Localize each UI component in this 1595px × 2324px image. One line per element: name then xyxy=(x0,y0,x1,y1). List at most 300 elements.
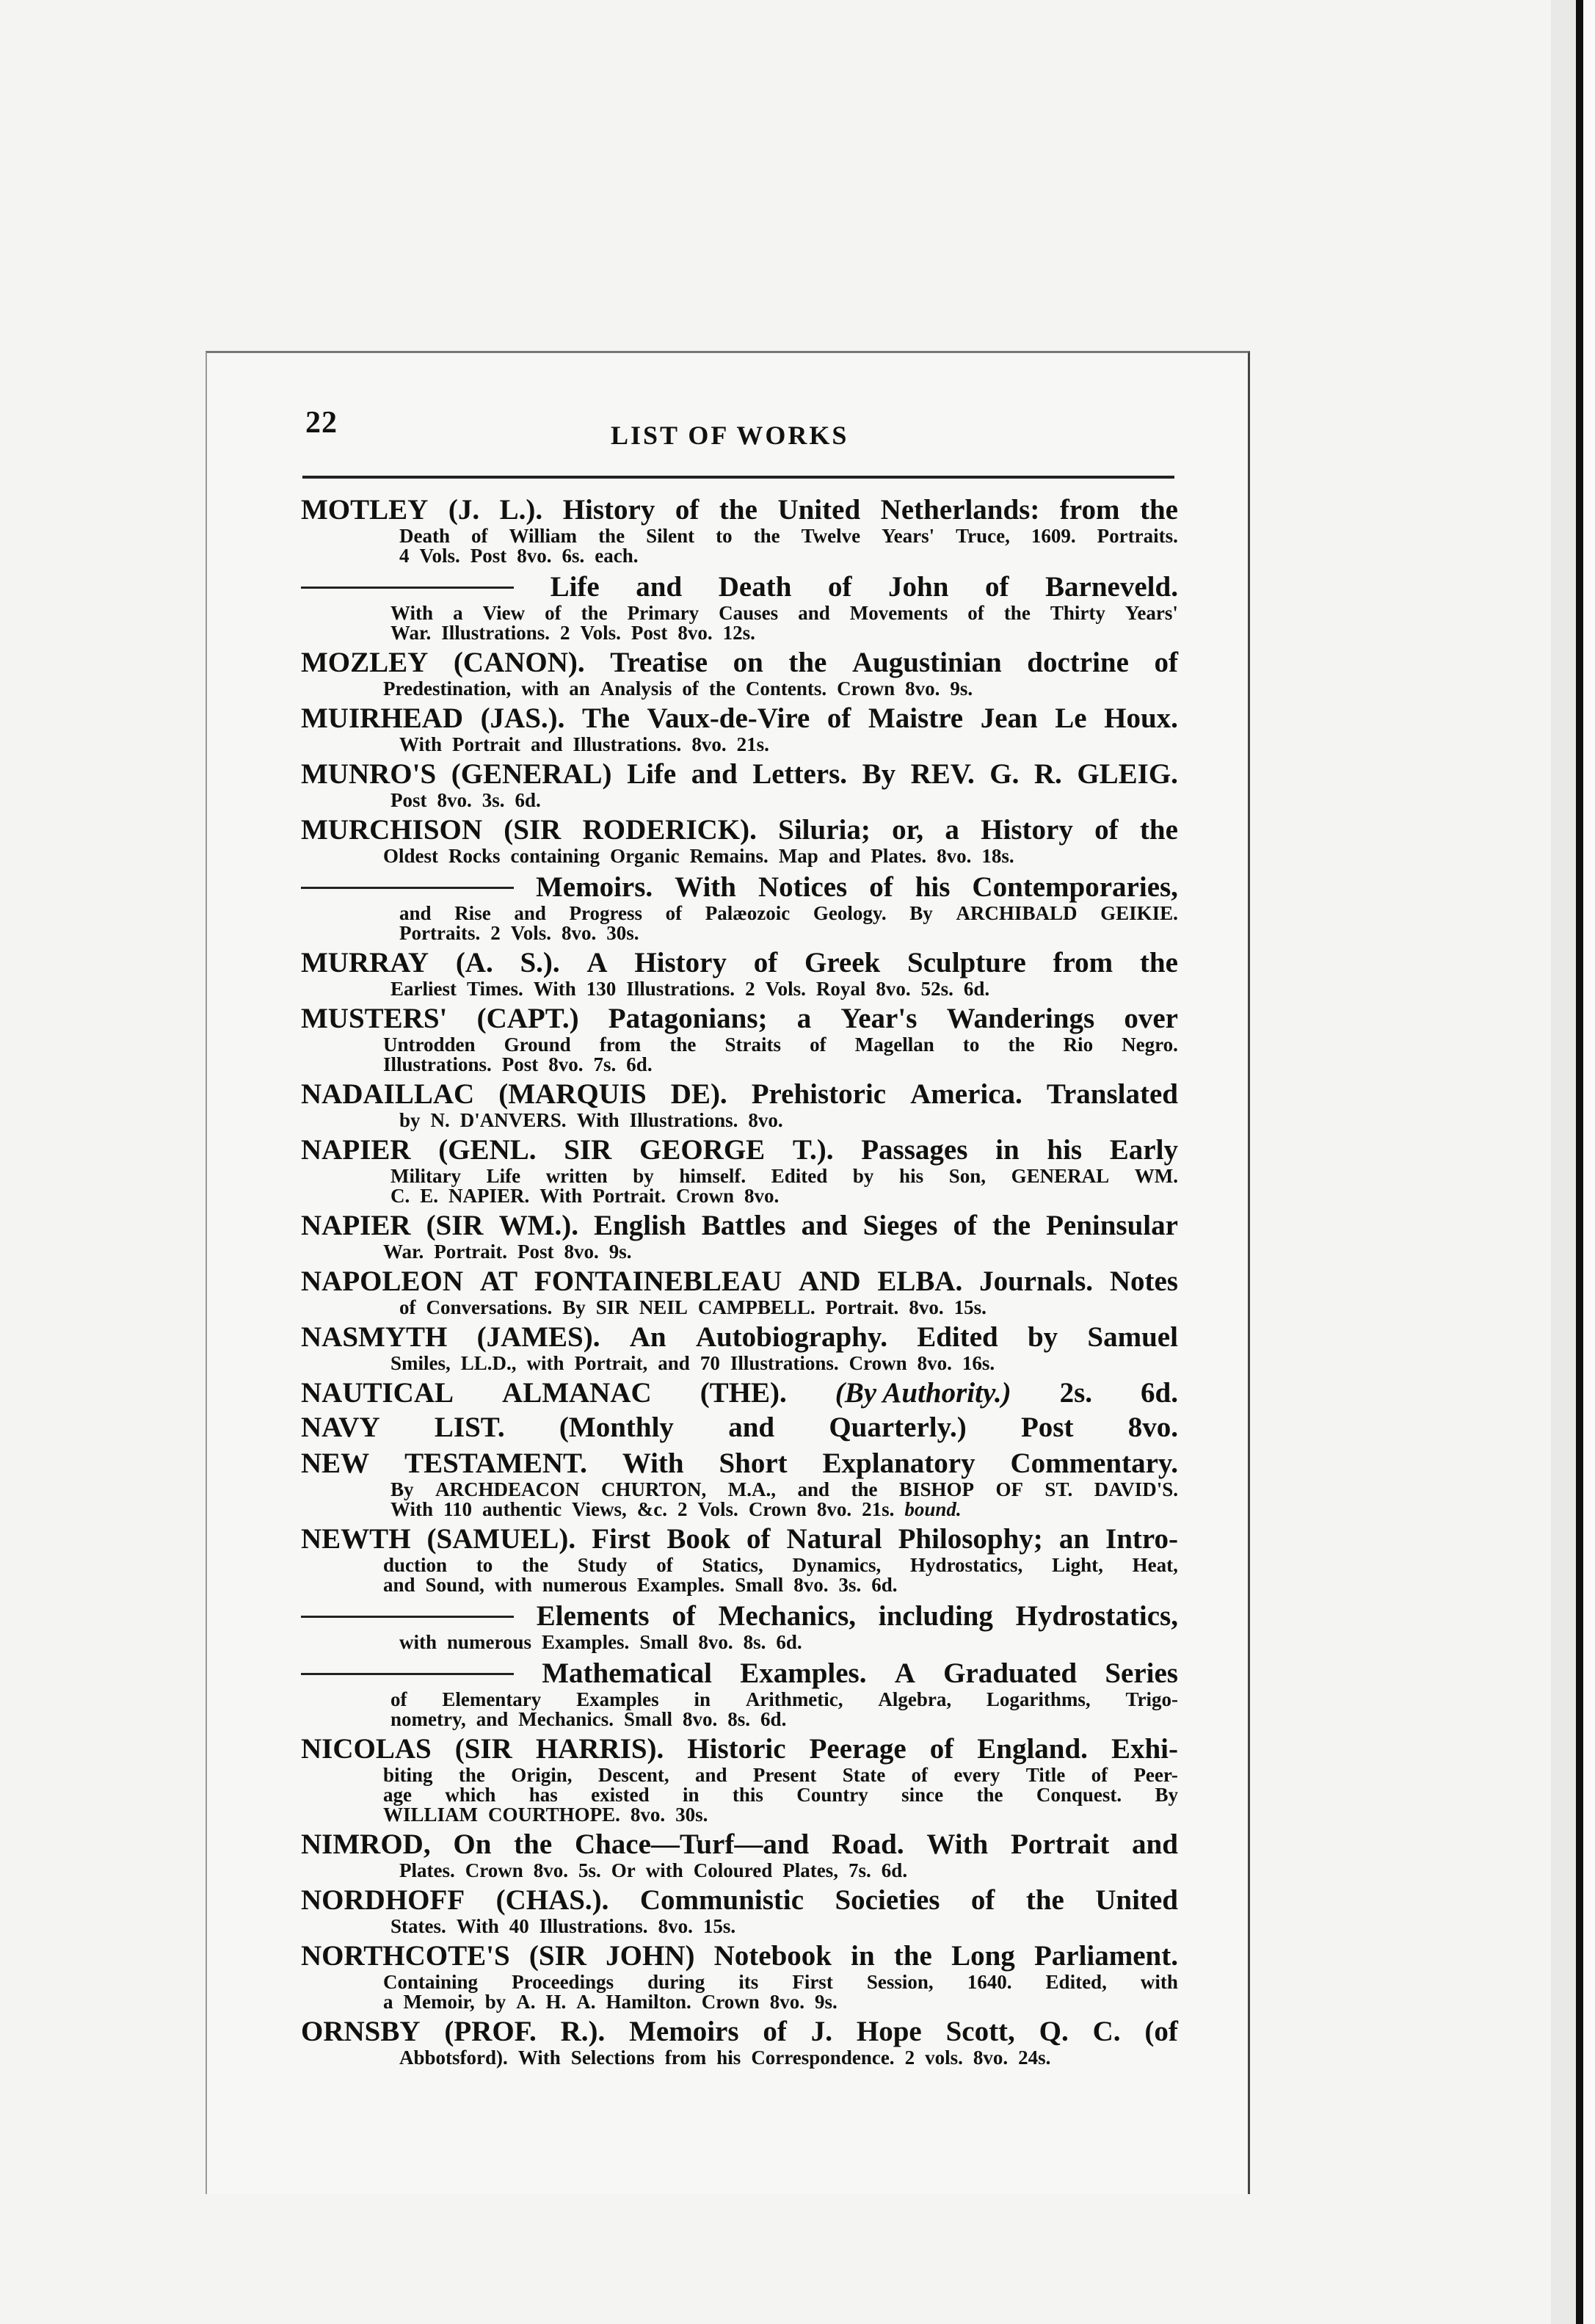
entry-detail-line xyxy=(301,904,1178,923)
heading-word: Philosophy; xyxy=(898,1523,1043,1555)
heading-word: ELBA. xyxy=(877,1266,963,1297)
entry-detail-line xyxy=(301,923,1178,943)
heading-word: Houx. xyxy=(1104,702,1178,734)
detail-word: Plates, xyxy=(782,1859,839,1881)
detail-word: Small xyxy=(735,1574,784,1596)
heading-word: Portrait xyxy=(1011,1829,1110,1860)
heading-word: With xyxy=(622,1448,684,1479)
detail-word: Vols. xyxy=(697,1498,738,1520)
detail-word: With xyxy=(539,1185,583,1207)
entry-detail-line xyxy=(301,1354,1178,1373)
heading-word: (GENERAL) xyxy=(451,758,612,790)
detail-word: the xyxy=(1008,1034,1035,1056)
heading-word: NAVY xyxy=(301,1412,380,1443)
detail-word: 9s. xyxy=(950,678,973,700)
entry-detail-line xyxy=(301,1166,1178,1186)
heading-word: of xyxy=(675,494,700,526)
entry-detail-line xyxy=(301,1972,1178,1992)
heading-word: Edited xyxy=(917,1321,998,1353)
heading-word: With xyxy=(675,871,736,903)
detail-word: 8vo. xyxy=(561,922,597,944)
detail-word: 18s. xyxy=(981,845,1014,867)
heading-word: (SAMUEL). xyxy=(426,1523,576,1555)
detail-word: 130 xyxy=(586,978,617,1000)
heading-word: (SIR xyxy=(426,1210,484,1241)
detail-word: Crown xyxy=(676,1185,735,1207)
heading-word: Le xyxy=(1055,702,1087,734)
heading-word: the xyxy=(1139,947,1178,978)
detail-word: Present xyxy=(752,1764,817,1786)
detail-word: Peer- xyxy=(1133,1764,1178,1786)
detail-word: this xyxy=(732,1784,763,1806)
entry-detail-line xyxy=(301,1575,1178,1595)
catalogue-entry xyxy=(301,2015,1178,2068)
entry-detail-line xyxy=(301,1785,1178,1805)
detail-word: of xyxy=(545,602,562,624)
heading-word: Exhi- xyxy=(1111,1733,1178,1765)
detail-word: 2 xyxy=(745,978,755,1000)
detail-word: Trigo- xyxy=(1125,1688,1178,1710)
entry-detail-line xyxy=(301,735,1178,755)
detail-word: and xyxy=(798,602,830,624)
heading-word: Passages xyxy=(861,1134,968,1166)
detail-word: H. xyxy=(545,1991,567,2013)
detail-word: Map xyxy=(778,845,818,867)
detail-word: and xyxy=(514,902,546,924)
entry-detail-line xyxy=(301,1690,1178,1710)
heading-word: of xyxy=(869,871,893,903)
entry-heading xyxy=(301,2015,1178,2048)
entry-heading xyxy=(301,1133,1178,1166)
heading-word: (JAS.). xyxy=(480,702,565,734)
entry-heading xyxy=(301,871,1178,904)
entry-heading xyxy=(301,1828,1178,1861)
heading-word: Battles xyxy=(701,1210,786,1241)
heading-word: Sieges xyxy=(862,1210,938,1241)
heading-word: Year's xyxy=(840,1003,918,1034)
page-number: 22 xyxy=(305,406,338,440)
catalogue-entry xyxy=(301,1884,1178,1936)
heading-word: Road. xyxy=(832,1829,904,1860)
detail-word: during xyxy=(647,1971,705,1993)
detail-word: the xyxy=(1003,602,1031,624)
entry-detail-line xyxy=(301,791,1178,810)
heading-word: Letters. xyxy=(752,758,848,790)
detail-word: Correspondence. xyxy=(751,2047,895,2069)
detail-word: Thirty xyxy=(1050,602,1105,624)
heading-word: GEORGE xyxy=(639,1134,766,1166)
detail-word: Crown xyxy=(465,1859,523,1881)
heading-word: Peninsular xyxy=(1046,1210,1178,1241)
detail-word: SIR xyxy=(595,1296,629,1318)
detail-word: authentic xyxy=(482,1498,562,1520)
heading-word: (Monthly xyxy=(559,1412,674,1443)
detail-word: C. xyxy=(390,1185,410,1207)
detail-word: Hydrostatics, xyxy=(910,1554,1023,1576)
detail-word: Illustrations. xyxy=(626,978,735,1000)
heading-word: Contemporaries, xyxy=(972,871,1178,903)
heading-word: Journals. xyxy=(979,1266,1094,1297)
entry-detail-line xyxy=(301,1186,1178,1206)
detail-word: 30s. xyxy=(606,922,639,944)
entry-detail-line xyxy=(301,1111,1178,1130)
detail-word: 8vo. xyxy=(816,1498,852,1520)
entry-heading xyxy=(301,1265,1178,1298)
detail-word: numerous xyxy=(542,1574,627,1596)
detail-word: 8vo. xyxy=(564,1241,599,1263)
detail-word: 8vo. xyxy=(748,1109,783,1131)
heading-word: Book xyxy=(666,1523,731,1555)
detail-word: Magellan xyxy=(854,1034,934,1056)
heading-word: of xyxy=(1094,814,1119,846)
heading-word: the xyxy=(1139,494,1178,526)
detail-word: WILLIAM xyxy=(383,1804,479,1826)
heading-word: With xyxy=(926,1829,989,1860)
detail-word: 8vo. xyxy=(533,1859,568,1881)
detail-word: 21s. xyxy=(862,1498,895,1520)
heading-word: Memoirs xyxy=(629,2016,739,2047)
detail-word: Country xyxy=(796,1784,868,1806)
detail-word: Portraits. xyxy=(399,922,481,944)
heading-word: Elements xyxy=(536,1600,650,1632)
detail-word: 2 xyxy=(560,622,570,644)
detail-word: Descent, xyxy=(597,1764,669,1786)
catalogue-entry xyxy=(301,1939,1178,2012)
heading-word: JOHN) xyxy=(606,1940,695,1972)
heading-word: of xyxy=(753,947,778,978)
entry-detail-line xyxy=(301,979,1178,999)
heading-word: England. xyxy=(977,1733,1088,1765)
heading-word: of xyxy=(1154,647,1178,678)
detail-word: William xyxy=(509,525,578,547)
detail-word: 2 xyxy=(677,1498,688,1520)
detail-word: Origin, xyxy=(511,1764,573,1786)
heading-word: R. xyxy=(1033,758,1062,790)
detail-word: written xyxy=(545,1165,608,1187)
heading-word: (J. xyxy=(448,494,480,526)
detail-word: and xyxy=(383,1574,415,1596)
detail-word: Movements xyxy=(849,602,948,624)
detail-word: Views, xyxy=(572,1498,627,1520)
detail-word: Abbotsford). xyxy=(399,2047,508,2069)
heading-word: First xyxy=(592,1523,651,1555)
entry-detail-line xyxy=(301,1805,1178,1825)
detail-word: 8vo. xyxy=(691,733,727,755)
heading-word: a xyxy=(796,1003,812,1034)
heading-word: Communistic xyxy=(639,1884,804,1916)
detail-word: Heat, xyxy=(1132,1554,1178,1576)
entry-detail-line xyxy=(301,1242,1178,1262)
heading-word: Intro- xyxy=(1105,1523,1178,1555)
detail-word: &c. xyxy=(636,1498,668,1520)
heading-word: NORTHCOTE'S xyxy=(301,1940,510,1972)
detail-word: With xyxy=(456,1915,499,1937)
heading-word: (MARQUIS xyxy=(498,1078,647,1110)
detail-word: with xyxy=(645,1859,683,1881)
heading-word: Treatise xyxy=(610,647,708,678)
entry-heading xyxy=(301,1209,1178,1242)
detail-word: Smiles, xyxy=(390,1352,451,1374)
heading-word: (JAMES). xyxy=(476,1321,600,1353)
entry-detail-line xyxy=(301,1765,1178,1785)
ditto-rule xyxy=(301,587,514,589)
entry-heading xyxy=(301,1002,1178,1035)
detail-word: Rocks xyxy=(448,845,501,867)
detail-word: Oldest xyxy=(383,845,439,867)
heading-word: Barneveld. xyxy=(1045,571,1178,603)
heading-word: NEW xyxy=(301,1448,370,1479)
detail-word: 16s. xyxy=(962,1352,995,1374)
heading-word: of xyxy=(929,1733,954,1765)
detail-word: Vols. xyxy=(419,545,460,567)
detail-word: Illustrations. xyxy=(539,1915,648,1937)
detail-word: Arithmetic, xyxy=(745,1688,843,1710)
entry-detail-line xyxy=(301,603,1178,623)
heading-word: Mechanics, xyxy=(718,1600,856,1632)
heading-word: MURRAY xyxy=(301,947,429,978)
detail-word: 12s. xyxy=(722,622,755,644)
heading-word: ALMANAC xyxy=(502,1377,652,1409)
heading-word: Life xyxy=(627,758,677,790)
detail-word: 8vo. xyxy=(744,1185,780,1207)
detail-word: With xyxy=(517,2047,561,2069)
detail-word: First xyxy=(792,1971,833,1993)
heading-word: MOZLEY xyxy=(301,647,429,678)
heading-word: United xyxy=(1095,1884,1178,1916)
heading-word: NAPOLEON xyxy=(301,1266,464,1297)
heading-word: Explanatory xyxy=(822,1448,975,1479)
detail-word: Vols. xyxy=(510,922,551,944)
heading-word: (THE). xyxy=(700,1377,787,1409)
entry-detail-line xyxy=(301,1035,1178,1055)
detail-word: NAPIER. xyxy=(448,1185,530,1207)
detail-word: 6d. xyxy=(881,1859,908,1881)
heading-word: America. xyxy=(910,1078,1022,1110)
heading-word: including xyxy=(878,1600,993,1632)
detail-word: War. xyxy=(383,1241,424,1263)
detail-word: Algebra, xyxy=(878,1688,952,1710)
heading-word: A xyxy=(894,1657,915,1689)
entry-detail-line xyxy=(301,2048,1178,2068)
detail-word: 40 xyxy=(509,1915,529,1937)
detail-word: 110 xyxy=(443,1498,473,1520)
detail-word: vols. xyxy=(925,2047,963,2069)
detail-word: his xyxy=(899,1165,924,1187)
entry-heading xyxy=(301,813,1178,846)
detail-word: with xyxy=(399,1631,437,1653)
detail-word: bound. xyxy=(904,1498,962,1520)
heading-word: S.). xyxy=(520,947,560,978)
catalogue-entry xyxy=(301,871,1178,943)
detail-word: 8vo. xyxy=(698,1631,733,1653)
detail-word: Selections xyxy=(570,2047,655,2069)
detail-word: Crown xyxy=(701,1991,760,2013)
detail-word: containing xyxy=(510,845,600,867)
detail-word: Vols. xyxy=(765,978,806,1000)
detail-word: numerous xyxy=(447,1631,532,1653)
heading-word: John xyxy=(888,571,949,603)
heading-word: Commentary. xyxy=(1010,1448,1178,1479)
detail-word: 6d. xyxy=(871,1574,898,1596)
heading-word: Autobiography. xyxy=(695,1321,887,1353)
heading-word: his xyxy=(1047,1134,1083,1166)
detail-word: Illustrations. xyxy=(629,1109,738,1131)
heading-word: 2s. xyxy=(1059,1377,1093,1409)
detail-word: 9s. xyxy=(608,1241,632,1263)
entry-detail-line xyxy=(301,1500,1178,1519)
catalogue-entry xyxy=(301,1732,1178,1825)
detail-word: 8s. xyxy=(727,1708,751,1730)
heading-word: NEWTH xyxy=(301,1523,411,1555)
heading-word: United xyxy=(777,494,861,526)
heading-word: or, xyxy=(892,814,924,846)
detail-word: of xyxy=(967,602,984,624)
detail-word: Portrait, xyxy=(574,1352,648,1374)
heading-word: his xyxy=(915,871,951,903)
heading-word: of xyxy=(827,571,852,603)
detail-word: With xyxy=(390,1498,434,1520)
heading-word: FONTAINEBLEAU xyxy=(534,1266,782,1297)
detail-word: 3s. xyxy=(838,1574,862,1596)
detail-word: Examples. xyxy=(636,1574,725,1596)
entry-heading xyxy=(301,1599,1178,1633)
detail-word: Edited xyxy=(771,1165,828,1187)
detail-word: 5s. xyxy=(578,1859,601,1881)
detail-word: E. xyxy=(420,1185,439,1207)
detail-word: Title xyxy=(1025,1764,1066,1786)
heading-word: NORDHOFF xyxy=(301,1884,465,1916)
detail-word: 8vo. xyxy=(937,845,972,867)
heading-word: English xyxy=(594,1210,686,1241)
heading-word: MUIRHEAD xyxy=(301,702,463,734)
heading-word: (SIR xyxy=(528,1940,586,1972)
entry-heading xyxy=(301,1321,1178,1354)
detail-word: Truce, xyxy=(956,525,1010,547)
detail-word: Years' xyxy=(1125,602,1178,624)
heading-word: REV. xyxy=(910,758,975,790)
detail-word: 15s. xyxy=(702,1915,736,1937)
detail-word: Edited, xyxy=(1045,1971,1107,1993)
header-rule xyxy=(302,476,1174,479)
detail-word: States. xyxy=(390,1915,446,1937)
detail-word: Memoir, xyxy=(403,1991,475,2013)
detail-word: Dynamics, xyxy=(792,1554,882,1576)
heading-word: History xyxy=(562,494,655,526)
heading-word: and xyxy=(691,758,738,790)
detail-word: 30s. xyxy=(675,1804,708,1826)
detail-word: Coloured xyxy=(693,1859,773,1881)
detail-word: Sound, xyxy=(425,1574,484,1596)
detail-word: Study xyxy=(577,1554,628,1576)
heading-word: Hydrostatics, xyxy=(1015,1600,1178,1632)
detail-word: 1609. xyxy=(1031,525,1076,547)
detail-word: since xyxy=(901,1784,944,1806)
detail-word: A. xyxy=(516,1991,536,2013)
detail-word: and xyxy=(694,1764,727,1786)
detail-word: Examples. xyxy=(542,1631,630,1653)
detail-word: himself. xyxy=(679,1165,746,1187)
detail-word: View xyxy=(482,602,526,624)
detail-word: Portraits. xyxy=(1097,525,1178,547)
detail-word: Twelve xyxy=(801,525,861,547)
heading-word: An xyxy=(629,1321,666,1353)
detail-word: War. xyxy=(390,622,432,644)
detail-word: and xyxy=(658,1352,690,1374)
detail-word: of xyxy=(656,1554,673,1576)
entry-heading xyxy=(301,1078,1178,1111)
detail-word: has xyxy=(528,1784,558,1806)
entry-heading xyxy=(301,758,1178,791)
heading-word: AND xyxy=(799,1266,861,1297)
heading-word: HARRIS). xyxy=(535,1733,664,1765)
heading-word: TESTAMENT. xyxy=(404,1448,587,1479)
detail-word: Analysis xyxy=(600,678,672,700)
heading-word: On xyxy=(453,1829,492,1860)
heading-word: the xyxy=(788,647,827,678)
heading-word: ORNSBY xyxy=(301,2016,421,2047)
heading-word: Short xyxy=(719,1448,788,1479)
heading-word: the xyxy=(719,494,757,526)
heading-word: Long xyxy=(951,1940,1015,1972)
detail-word: Conversations. xyxy=(426,1296,553,1318)
page-edge xyxy=(1551,0,1595,2324)
heading-word: and xyxy=(1132,1829,1178,1860)
detail-word: the xyxy=(458,1764,485,1786)
entry-heading xyxy=(301,1732,1178,1765)
entry-heading xyxy=(301,946,1178,979)
detail-word: biting xyxy=(383,1764,433,1786)
entry-detail-line xyxy=(301,1633,1178,1652)
ditto-rule xyxy=(301,1673,514,1675)
heading-word: C. xyxy=(1092,2016,1121,2047)
ditto-rule xyxy=(301,887,514,889)
catalogue-entry xyxy=(301,1265,1178,1318)
detail-word: 6d. xyxy=(776,1631,802,1653)
detail-word: GEIKIE. xyxy=(1100,902,1178,924)
detail-word: of xyxy=(682,678,699,700)
detail-word: Portrait. xyxy=(434,1241,507,1263)
detail-word: 8vo. xyxy=(658,1915,693,1937)
detail-word: the xyxy=(976,1784,1003,1806)
detail-word: the xyxy=(708,678,735,700)
detail-word: Progress xyxy=(569,902,642,924)
heading-word: LIST. xyxy=(434,1412,505,1443)
heading-word: DE). xyxy=(670,1078,727,1110)
detail-word: Containing xyxy=(383,1971,479,1993)
detail-word: Crown xyxy=(837,678,895,700)
entry-heading xyxy=(301,1522,1178,1555)
heading-word: (SIR xyxy=(504,814,562,846)
detail-word: by xyxy=(484,1991,506,2013)
heading-word: Notebook xyxy=(713,1940,832,1972)
running-head: LIST OF WORKS xyxy=(611,421,849,450)
detail-word: Contents. xyxy=(745,678,827,700)
detail-word: NEIL xyxy=(639,1296,688,1318)
detail-word: Post xyxy=(517,1241,554,1263)
detail-word: and xyxy=(797,1478,830,1500)
heading-word: Societies xyxy=(835,1884,940,1916)
heading-word: NAPIER xyxy=(301,1210,411,1241)
entry-detail-line xyxy=(301,1055,1178,1075)
detail-word: Conquest. xyxy=(1036,1784,1122,1806)
detail-word: Military xyxy=(390,1165,461,1187)
detail-word: 7s. xyxy=(593,1053,617,1075)
heading-word: Patagonians; xyxy=(608,1003,768,1034)
heading-word: 6d. xyxy=(1141,1377,1178,1409)
detail-word: Elementary xyxy=(442,1688,542,1710)
detail-word: With xyxy=(390,602,434,624)
detail-word: of xyxy=(810,1034,826,1056)
